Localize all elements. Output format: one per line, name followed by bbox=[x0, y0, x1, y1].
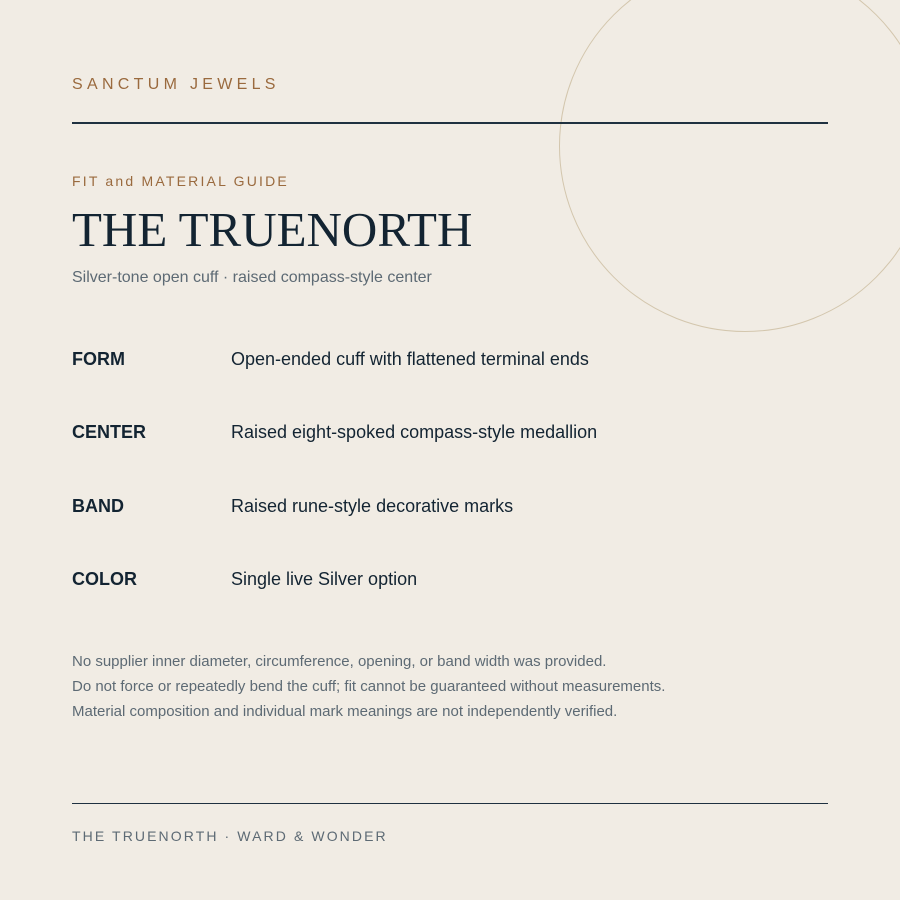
page-title: THE TRUENORTH bbox=[72, 202, 473, 257]
spec-value: Raised rune-style decorative marks bbox=[231, 495, 514, 516]
header-divider bbox=[72, 122, 828, 124]
spec-value: Open-ended cuff with flattened terminal ends bbox=[231, 349, 589, 369]
note-line: Do not force or repeatedly bend the cuff; fit cannot be guaranteed without measurements. bbox=[72, 678, 666, 695]
spec-label: FORM bbox=[72, 349, 125, 369]
page-subtitle: Silver-tone open cuff · raised compass-style center bbox=[72, 269, 432, 286]
guide-eyebrow: FIT and MATERIAL GUIDE bbox=[72, 173, 289, 189]
footer-divider bbox=[72, 803, 828, 804]
spec-label: COLOR bbox=[72, 568, 137, 589]
spec-label: BAND bbox=[72, 495, 124, 516]
spec-value: Raised eight-spoked compass-style medallion bbox=[231, 422, 598, 443]
spec-row-color bbox=[72, 568, 828, 641]
spec-list bbox=[72, 348, 828, 641]
decorative-circle bbox=[559, 0, 900, 332]
spec-row-center bbox=[72, 421, 828, 494]
spec-value: Single live Silver option bbox=[231, 568, 418, 589]
note-line: No supplier inner diameter, circumference, opening, or band width was provided. bbox=[72, 653, 607, 670]
footer-text: THE TRUENORTH · WARD & WONDER bbox=[72, 828, 388, 844]
note-line: Material composition and individual mark meanings are not independently verified. bbox=[72, 703, 618, 720]
spec-row-form bbox=[72, 348, 828, 421]
spec-row-band bbox=[72, 495, 828, 568]
spec-label: CENTER bbox=[72, 422, 147, 443]
disclaimer-notes bbox=[72, 649, 828, 724]
brand-name: SANCTUM JEWELS bbox=[72, 76, 280, 93]
